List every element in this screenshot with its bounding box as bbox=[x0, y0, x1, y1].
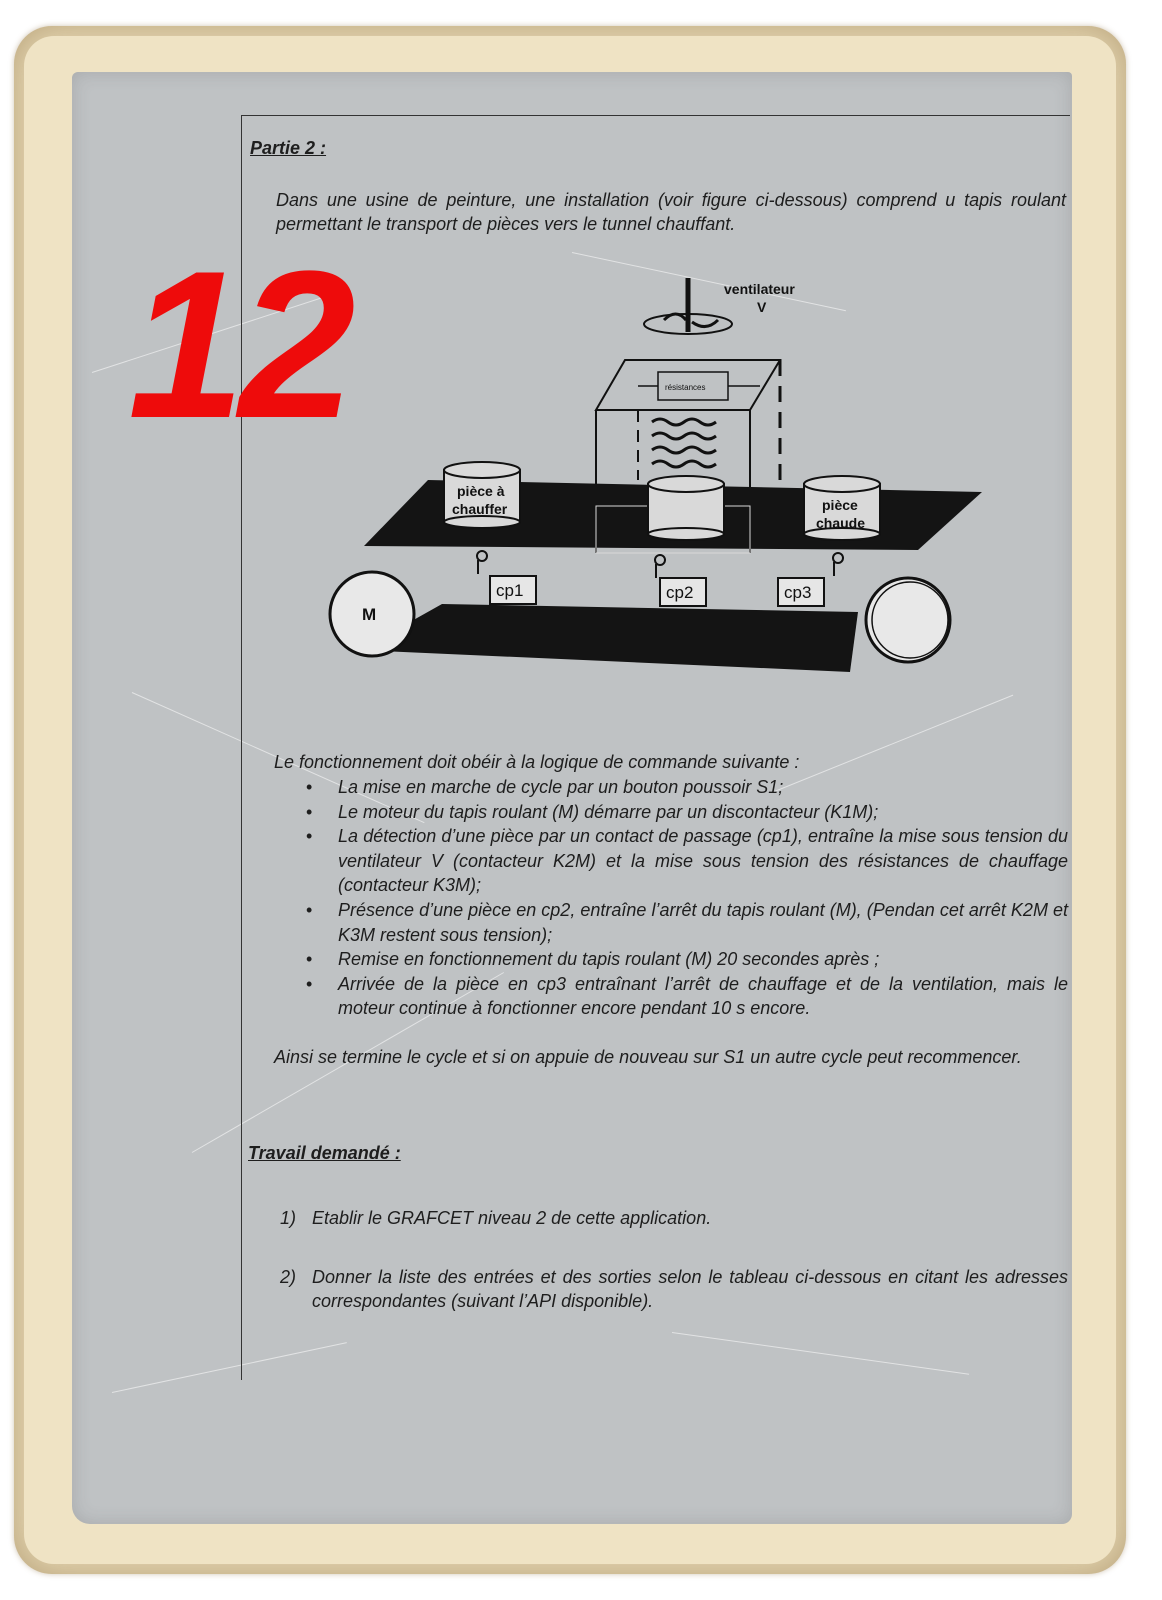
section-title: Partie 2 : bbox=[250, 138, 327, 158]
list-item: • Présence d’une pièce en cp2, entraîne l’arrêt du tapis roulant (M), (Pendan cet arrêt K2M et K3M restent sous tension); bbox=[306, 899, 1068, 945]
cold-piece-label-line1: pièce à bbox=[457, 483, 505, 499]
list-item: • Remise en fonctionnement du tapis roulant (M) 20 secondes après ; bbox=[306, 949, 880, 970]
list-item: • La détection d’une pièce par un contact de passage (cp1), entraîne la mise sous tension du ventilateur V (contacteur K2M) et la mise sous tension des résistances de chauffage (contacteur K3M); bbox=[306, 826, 1068, 896]
conveyor-diagram bbox=[320, 270, 990, 690]
page-number: 12 bbox=[128, 227, 350, 462]
sensor-icons bbox=[477, 551, 843, 578]
intro-paragraph: Dans une usine de peinture, une installation (voir figure ci-dessous) comprend u tapis roulant permettant le transport de pièces vers le tunnel chauffant. bbox=[276, 190, 1066, 234]
logic-list bbox=[306, 775, 1068, 1021]
hot-piece-label-line2: chaude bbox=[816, 515, 866, 531]
end-roller bbox=[866, 578, 950, 662]
conveyor-bottom-belt bbox=[360, 604, 858, 672]
cold-piece-label-line2: chauffer bbox=[452, 501, 508, 517]
fan-label-line1: ventilateur bbox=[724, 281, 795, 297]
list-item: • Le moteur du tapis roulant (M) démarre par un discontacteur (K1M); bbox=[306, 801, 879, 822]
hot-piece-label-line1: pièce bbox=[822, 497, 858, 513]
logic-title: Le fonctionnement doit obéir à la logique de commande suivante : bbox=[274, 752, 800, 772]
task-item-1: 1) Etablir le GRAFCET niveau 2 de cette application. bbox=[280, 1208, 712, 1228]
task-item-2: 2) Donner la liste des entrées et des sorties selon le tableau ci-dessous en citant les adresses correspondantes (suivant l’API disponible). bbox=[280, 1267, 1068, 1311]
fan-icon bbox=[644, 278, 732, 334]
sensor-cp2-label: cp2 bbox=[666, 583, 694, 602]
fan-label-line2: V bbox=[757, 299, 767, 315]
document-frame-top bbox=[242, 115, 1070, 116]
work-title: Travail demandé : bbox=[248, 1143, 401, 1163]
sensor-cp3-label: cp3 bbox=[784, 583, 812, 602]
sensor-cp1-label: cp1 bbox=[496, 581, 524, 600]
heater-label: résistances bbox=[665, 383, 706, 392]
list-item: • Arrivée de la pièce en cp3 entraînant l’arrêt de chauffage et de la ventilation, mais le moteur continue à fonctionner encore pendant 10 s encore. bbox=[306, 973, 1068, 1019]
motor-label: M bbox=[362, 605, 377, 624]
conclusion-paragraph: Ainsi se termine le cycle et si on appuie de nouveau sur S1 un autre cycle peut recommencer. bbox=[274, 1047, 1022, 1067]
list-item: • La mise en marche de cycle par un bouton poussoir S1; bbox=[306, 777, 784, 797]
heating-piece bbox=[648, 476, 724, 540]
